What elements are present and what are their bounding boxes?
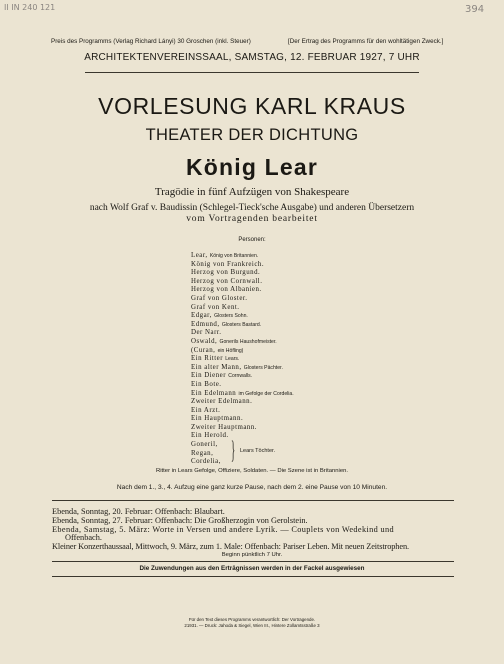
cast-role xyxy=(191,355,294,364)
role-name: Ein Ritter xyxy=(191,355,223,363)
cast-role xyxy=(191,372,294,381)
role-name: (Curan, xyxy=(191,346,216,354)
cast-role xyxy=(191,415,294,424)
play-title: König Lear xyxy=(185,154,319,180)
role-name: Ein Herold. xyxy=(191,432,229,440)
series-subtitle: THEATER DER DICHTUNG xyxy=(145,126,359,144)
role-note: Glosters Sohn. xyxy=(214,313,248,320)
cast-role xyxy=(191,424,294,433)
cast-role xyxy=(191,269,294,278)
role-name: Edmund, xyxy=(191,320,220,328)
venue-date: ARCHITEKTENVEREINSSAAL, SAMSTAG, 12. FEBRUAR 1927, 7 UHR xyxy=(84,52,420,63)
role-note: Glosters Bastard. xyxy=(221,321,262,328)
role-note: im Gefolge der Cordelia. xyxy=(238,390,294,397)
role-name: Ein Bote. xyxy=(191,380,222,388)
cast-role xyxy=(191,321,294,330)
role-name: Herzog von Albanien. xyxy=(191,286,262,294)
daughter-role: Regan, xyxy=(191,449,214,457)
proceeds-note: [Der Ertrag des Programms für den wohltätigen Zweck.] xyxy=(288,38,444,45)
role-name: Ein alter Mann, xyxy=(191,363,242,371)
role-note: Cornwalls. xyxy=(228,373,253,380)
cast-list xyxy=(191,252,294,441)
cast-heading: Personen: xyxy=(238,237,266,243)
donation-rule-top xyxy=(52,561,454,562)
role-note: König von Britannien. xyxy=(209,253,259,259)
series-title: VORLESUNG KARL KRAUS xyxy=(98,93,406,119)
daughters-note: Lears Töchter. xyxy=(240,448,276,454)
upcoming-start-time: Beginn pünktlich 7 Uhr. xyxy=(221,552,283,558)
header-divider xyxy=(85,72,419,73)
daughters-list xyxy=(191,441,221,467)
role-note: ein Höfling) xyxy=(217,347,244,354)
imprint-line: Für den Text dieses Programms verantwortlich: Der Vortragende. xyxy=(188,617,316,622)
price-note: Preis des Programms (Verlag Richard Lányi) 30 Groschen (inkl. Steuer) xyxy=(51,38,251,45)
role-name: Ein Diener xyxy=(191,372,227,380)
upcoming-event: Offenbach. xyxy=(65,533,102,542)
imprint-line: 21931. — Druck: Jahoda & Siegel, Wien III., Hintere Zollamtsstraße 3 xyxy=(184,623,320,628)
role-name: Graf von Gloster. xyxy=(191,294,248,302)
role-name: Der Narr. xyxy=(191,329,222,337)
cast-role xyxy=(191,347,294,356)
role-name: Oswald, xyxy=(191,337,218,345)
cast-role xyxy=(191,304,294,313)
cast-role xyxy=(191,364,294,373)
cast-role xyxy=(191,261,294,270)
events-divider xyxy=(52,500,454,501)
cast-role xyxy=(191,381,294,390)
role-name: Ein Arzt. xyxy=(191,406,221,414)
donation-note: Die Zuwendungen aus den Erträgnissen werden in der Fackel ausgewiesen xyxy=(139,565,365,572)
donation-rule-bottom xyxy=(52,576,454,577)
upcoming-event: Ebenda, Sonntag, 20. Februar: Offenbach: Blaubart. xyxy=(52,507,225,516)
cast-role xyxy=(191,407,294,416)
role-name: Zweiter Edelmann. xyxy=(191,398,253,406)
archive-number-note: II IN 240 121 xyxy=(4,3,56,12)
role-name: Herzog von Cornwall. xyxy=(191,277,263,285)
cast-role xyxy=(191,329,294,338)
brace-glyph: } xyxy=(231,437,236,464)
role-name: Ein Hauptmann. xyxy=(191,415,244,423)
cast-role xyxy=(191,286,294,295)
role-note: Lears. xyxy=(225,356,240,363)
cast-role xyxy=(191,278,294,287)
daughter-role: Cordelia, xyxy=(191,458,221,466)
cast-role xyxy=(191,338,294,347)
role-name: Graf von Kent. xyxy=(191,303,240,311)
role-name: Lear, xyxy=(191,252,208,259)
role-name: Herzog von Burgund. xyxy=(191,269,261,277)
folio-number-note: 394 xyxy=(465,4,485,15)
play-genre: Tragödie in fünf Aufzügen von Shakespeare xyxy=(154,186,350,198)
upcoming-event: Ebenda, Sonntag, 27. Februar: Offenbach: Die Großherzogin von Gerolstein. xyxy=(52,516,308,525)
upcoming-event: Kleiner Konzerthaussaal, Mittwoch, 9. März, zum 1. Male: Offenbach: Pariser Leben. Mit neuen Zeitstrophen. xyxy=(52,542,409,551)
translation-line-1: nach Wolf Graf v. Baudissin (Schlegel-Tieck'sche Ausgabe) und anderen Übersetzern xyxy=(89,203,415,213)
upcoming-event: Ebenda, Samstag, 5. März: Worte in Versen und andere Lyrik. — Couplets von Wedekind und xyxy=(52,525,395,534)
cast-role xyxy=(191,432,294,441)
cast-role xyxy=(191,295,294,304)
pause-note: Nach dem 1., 3., 4. Aufzug eine ganz kurze Pause, nach dem 2. eine Pause von 10 Minuten. xyxy=(116,484,388,491)
daughter-role: Goneril, xyxy=(191,441,218,448)
role-note: Glosters Pächter. xyxy=(243,364,283,371)
cast-role xyxy=(191,390,294,399)
translation-line-2: vom Vortragenden bearbeitet xyxy=(186,214,318,224)
role-name: Edgar, xyxy=(191,312,212,320)
role-name: Ein Edelmann xyxy=(191,389,237,397)
cast-extras: Ritter in Lears Gefolge, Offiziere, Soldaten. — Die Szene ist in Britannien. xyxy=(155,468,349,474)
cast-role xyxy=(191,398,294,407)
cast-role xyxy=(191,312,294,321)
role-name: Zweiter Hauptmann. xyxy=(191,423,258,431)
role-note: Gonerils Haushofmeister. xyxy=(219,338,277,345)
cast-role xyxy=(191,252,294,261)
role-name: König von Frankreich. xyxy=(191,260,265,268)
